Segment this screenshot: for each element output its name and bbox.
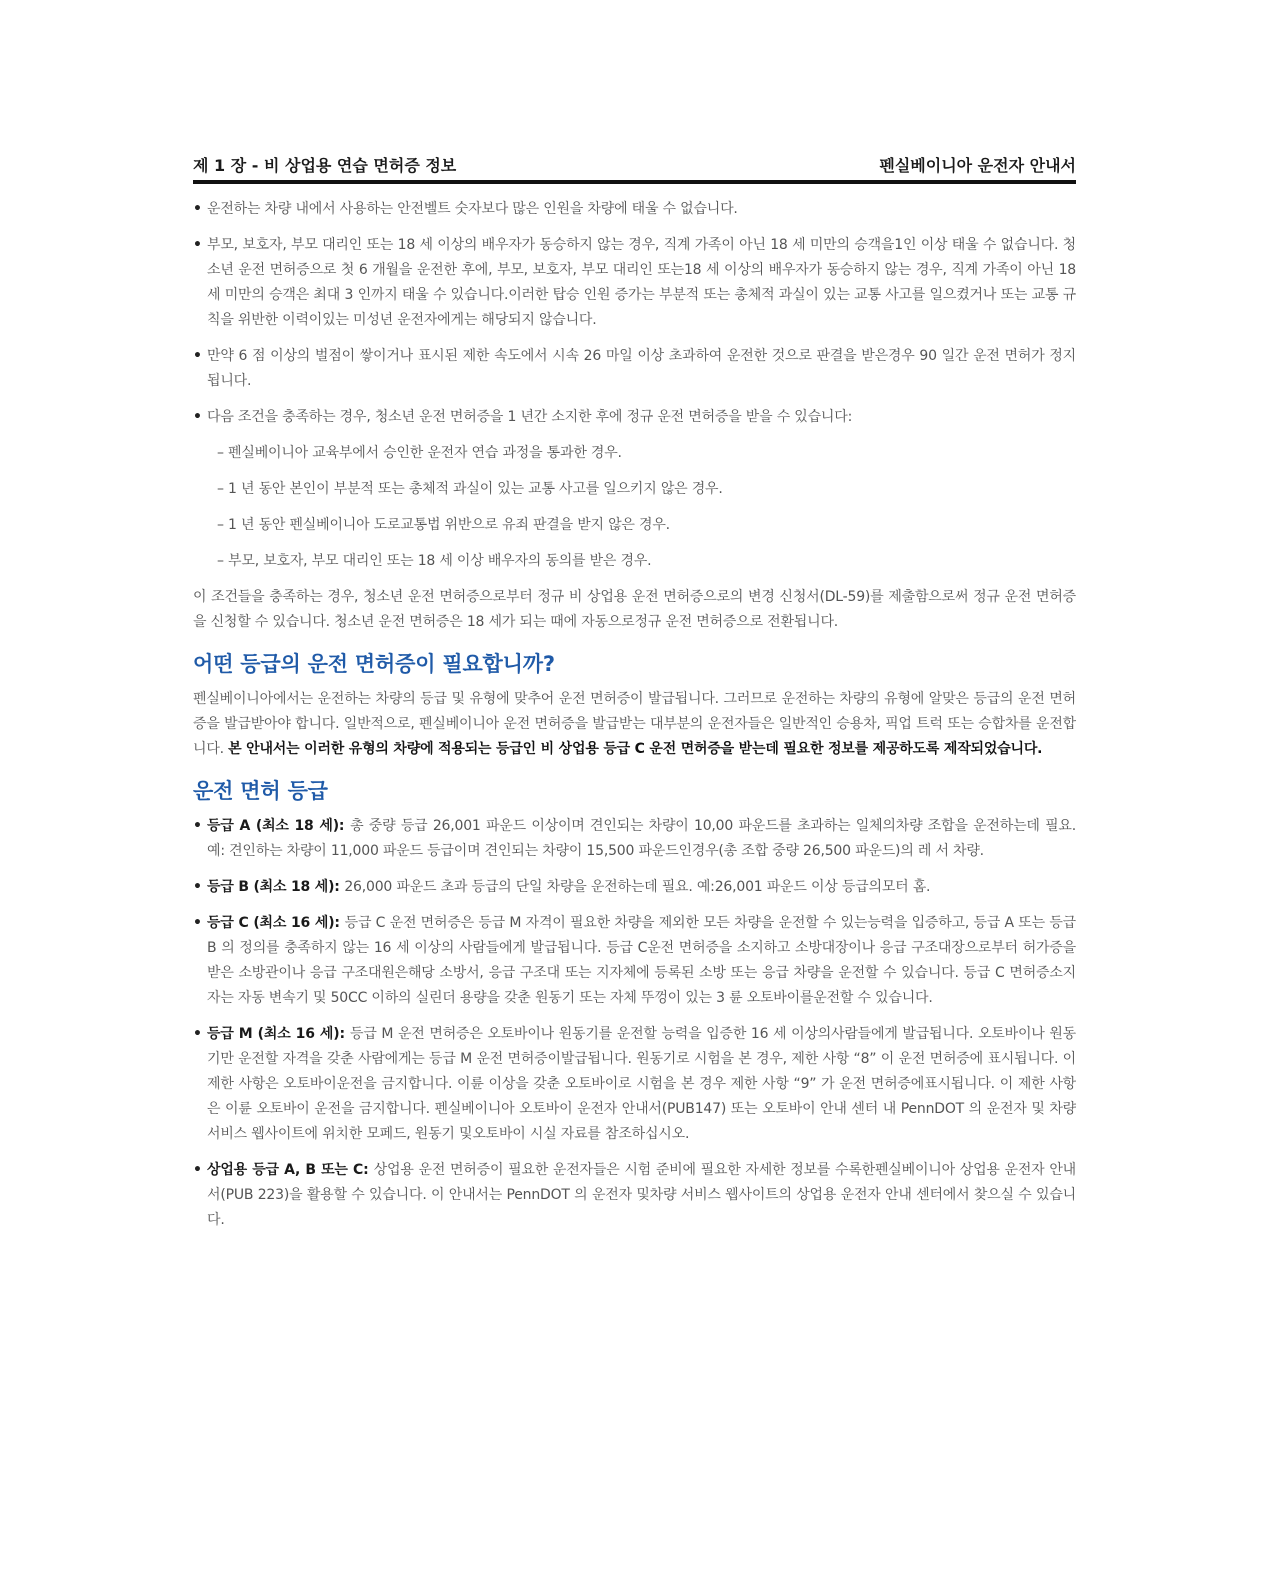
bullet-icon: • [193, 409, 202, 425]
class-item-a [193, 814, 1076, 864]
condition-item: – 펜실베이니아 교육부에서 승인한 운전자 연습 과정을 통과한 경우. [217, 445, 622, 461]
bullet-text: 운전하는 차량 내에서 사용하는 안전벨트 숫자보다 많은 인원을 차량에 태울 수 없습니다. [207, 201, 738, 217]
bullet-icon: • [193, 915, 202, 931]
conversion-paragraph: 이 조건들을 충족하는 경우, 청소년 운전 면허증으로부터 정규 비 상업용 운전 면허증으로의 변경 신청서(DL-59)를 제출함으로써 정규 운전 면허증을 신청할 수 있습니다. 청소년 운전 면허증은 18 세가 되는 때에 자동으로정규 운전 면허증으로 전환됩니다. [193, 589, 1076, 630]
license-class-paragraph [193, 687, 1076, 762]
bullet-icon: • [193, 1026, 202, 1042]
bullet-item [193, 344, 1076, 394]
page-header [193, 150, 1076, 184]
bullet-text: 부모, 보호자, 부모 대리인 또는 18 세 이상의 배우자가 동승하지 않는 경우, 직계 가족이 아닌 18 세 미만의 승객을1인 이상 태울 수 없습니다. 청소년 운전 면허증으로 첫 6 개월을 운전한 후에, 부모, 보호자, 부모 대리인 또는18 세 이상의 배우자가 동승하지 않는 경우, 직계 가족이 아닌 18 세 미만의 승객은 최대 3 인까지 태울 수 있습니다.이러한 탑승 인원 증가는 부분적 또는 총체적 과실이 있는 교통 사고를 일으켰거나 또는 교통 규칙을 위반한 이력이있는 미성년 운전자에게는 해당되지 않습니다. [207, 237, 1076, 328]
class-text: 등급 M 운전 면허증은 오토바이나 원동기를 운전할 능력을 입증한 16 세 이상의사람들에게 발급됩니다. 오토바이나 원동기만 운전할 자격을 갖춘 사람에게는 등급 M 운전 면허증이발급됩니다. 원동기로 시험을 본 경우, 제한 사항 “8” 이 운전 면허증에 표시됩니다. 이 제한 사항은 오토바이운전을 금지합니다. 이륜 이상을 갖춘 오토바이로 시험을 본 경우 제한 사항 “9” 가 운전 면허증에표시됩니다. 이 제한 사항은 이륜 오토바이 운전을 금지합니다. 펜실베이니아 오토바이 운전자 안내서(PUB147) 또는 오토바이 안내 센터 내 PennDOT 의 운전자 및 차량 서비스 웹사이트에 위치한 모페드, 원동기 및오토바이 시실 자료를 참조하십시오. [207, 1026, 1076, 1142]
chapter-title: 제 1 장 - 비 상업용 연습 면허증 정보 [193, 156, 457, 175]
condition-item: – 부모, 보호자, 부모 대리인 또는 18 세 이상 배우자의 동의를 받은 경우. [217, 553, 652, 569]
class-item-m [193, 1022, 1076, 1147]
bullet-icon: • [193, 237, 202, 253]
bullet-text: 만약 6 점 이상의 벌점이 쌓이거나 표시된 제한 속도에서 시속 26 마일 이상 초과하여 운전한 것으로 판결을 받은경우 90 일간 운전 면허가 정지됩니다. [207, 348, 1076, 389]
class-lead: 등급 C (최소 16 세): [207, 915, 345, 931]
class-lead: 상업용 등급 A, B 또는 C: [207, 1162, 374, 1178]
license-class-emphasis: 본 안내서는 이러한 유형의 차량에 적용되는 등급인 비 상업용 등급 C 운전 면허증을 받는데 필요한 정보를 제공하도록 제작되었습니다. [228, 741, 1043, 757]
bullet-item [193, 405, 1076, 430]
bullet-item [193, 233, 1076, 333]
page-content [193, 197, 1076, 1233]
bullet-item [193, 197, 1076, 222]
bullet-text: 다음 조건을 충족하는 경우, 청소년 운전 면허증을 1 년간 소지한 후에 정규 운전 면허증을 받을 수 있습니다: [207, 409, 853, 425]
bullet-icon: • [193, 348, 202, 364]
condition-item: – 1 년 동안 본인이 부분적 또는 총체적 과실이 있는 교통 사고를 일으키지 않은 경우. [217, 481, 723, 497]
section-heading-license-classes: 운전 면허 등급 [193, 779, 328, 803]
class-text: 총 중량 등급 26,001 파운드 이상이며 견인되는 차량이 10,00 파운드를 초과하는 일체의차량 조합을 운전하는데 필요. 예: 견인하는 차량이 11,000 파운드 등급이며 견인되는 차량이 15,500 파운드인경우(총 조합 중량 26,500 파운드)의 레 서 차량. [207, 818, 1076, 859]
class-text: 등급 C 운전 면허증은 등급 M 자격이 필요한 차량을 제외한 모든 차량을 운전할 수 있는능력을 입증하고, 등급 A 또는 등급 B 의 정의를 충족하지 않는 16 세 이상의 사람들에게 발급됩니다. 등급 C운전 면허증을 소지하고 소방대장이나 응급 구조대장으로부터 허가증을 받은 소방관이나 응급 구조대원은해당 소방서, 응급 구조대 또는 지자체에 등록된 소방 또는 응급 차량을 운전할 수 있습니다. 등급 C 면허증소지자는 자동 변속기 및 50CC 이하의 실린더 용량을 갖춘 원동기 또는 자체 뚜껑이 있는 3 륜 오토바이를운전할 수 있습니다. [207, 915, 1076, 1006]
document-page [193, 150, 1076, 1244]
class-lead: 등급 A (최소 18 세): [207, 818, 351, 834]
section-heading-license-class-needed: 어떤 등급의 운전 면허증이 필요합니까? [193, 652, 555, 676]
bullet-icon: • [193, 1162, 202, 1178]
class-lead: 등급 M (최소 16 세): [207, 1026, 350, 1042]
bullet-icon: • [193, 818, 202, 834]
bullet-icon: • [193, 201, 202, 217]
class-text: 26,000 파운드 초과 등급의 단일 차량을 운전하는데 필요. 예:26,001 파운드 이상 등급의모터 홈. [344, 879, 931, 895]
condition-item: – 1 년 동안 펜실베이니아 도로교통법 위반으로 유죄 판결을 받지 않은 경우. [217, 517, 670, 533]
class-item-commercial [193, 1158, 1076, 1233]
guide-title: 펜실베이니아 운전자 안내서 [879, 156, 1076, 175]
bullet-icon: • [193, 879, 202, 895]
class-lead: 등급 B (최소 18 세): [207, 879, 345, 895]
class-item-b [193, 875, 1076, 900]
license-class-body: 펜실베이니아에서는 운전하는 차량의 등급 및 유형에 맞추어 운전 면허증이 발급됩니다. 그러므로 운전하는 차량의 유형에 알맞은 등급의 운전 면허증을 발급받아야 합니다. 일반적으로, 펜실베이니아 운전 면허증을 발급받는 대부분의 운전자들은 일반적인 승용차, 픽업 트럭 또는 승합차를 운전합니다. [193, 691, 1076, 757]
class-text: 상업용 운전 면허증이 필요한 운전자들은 시험 준비에 필요한 자세한 정보를 수록한펜실베이니아 상업용 운전자 안내서(PUB 223)을 활용할 수 있습니다. 이 안내서는 PennDOT 의 운전자 및차량 서비스 웹사이트의 상업용 운전자 안내 센터에서 찾으실 수 있습니다. [207, 1162, 1076, 1228]
class-item-c [193, 911, 1076, 1011]
